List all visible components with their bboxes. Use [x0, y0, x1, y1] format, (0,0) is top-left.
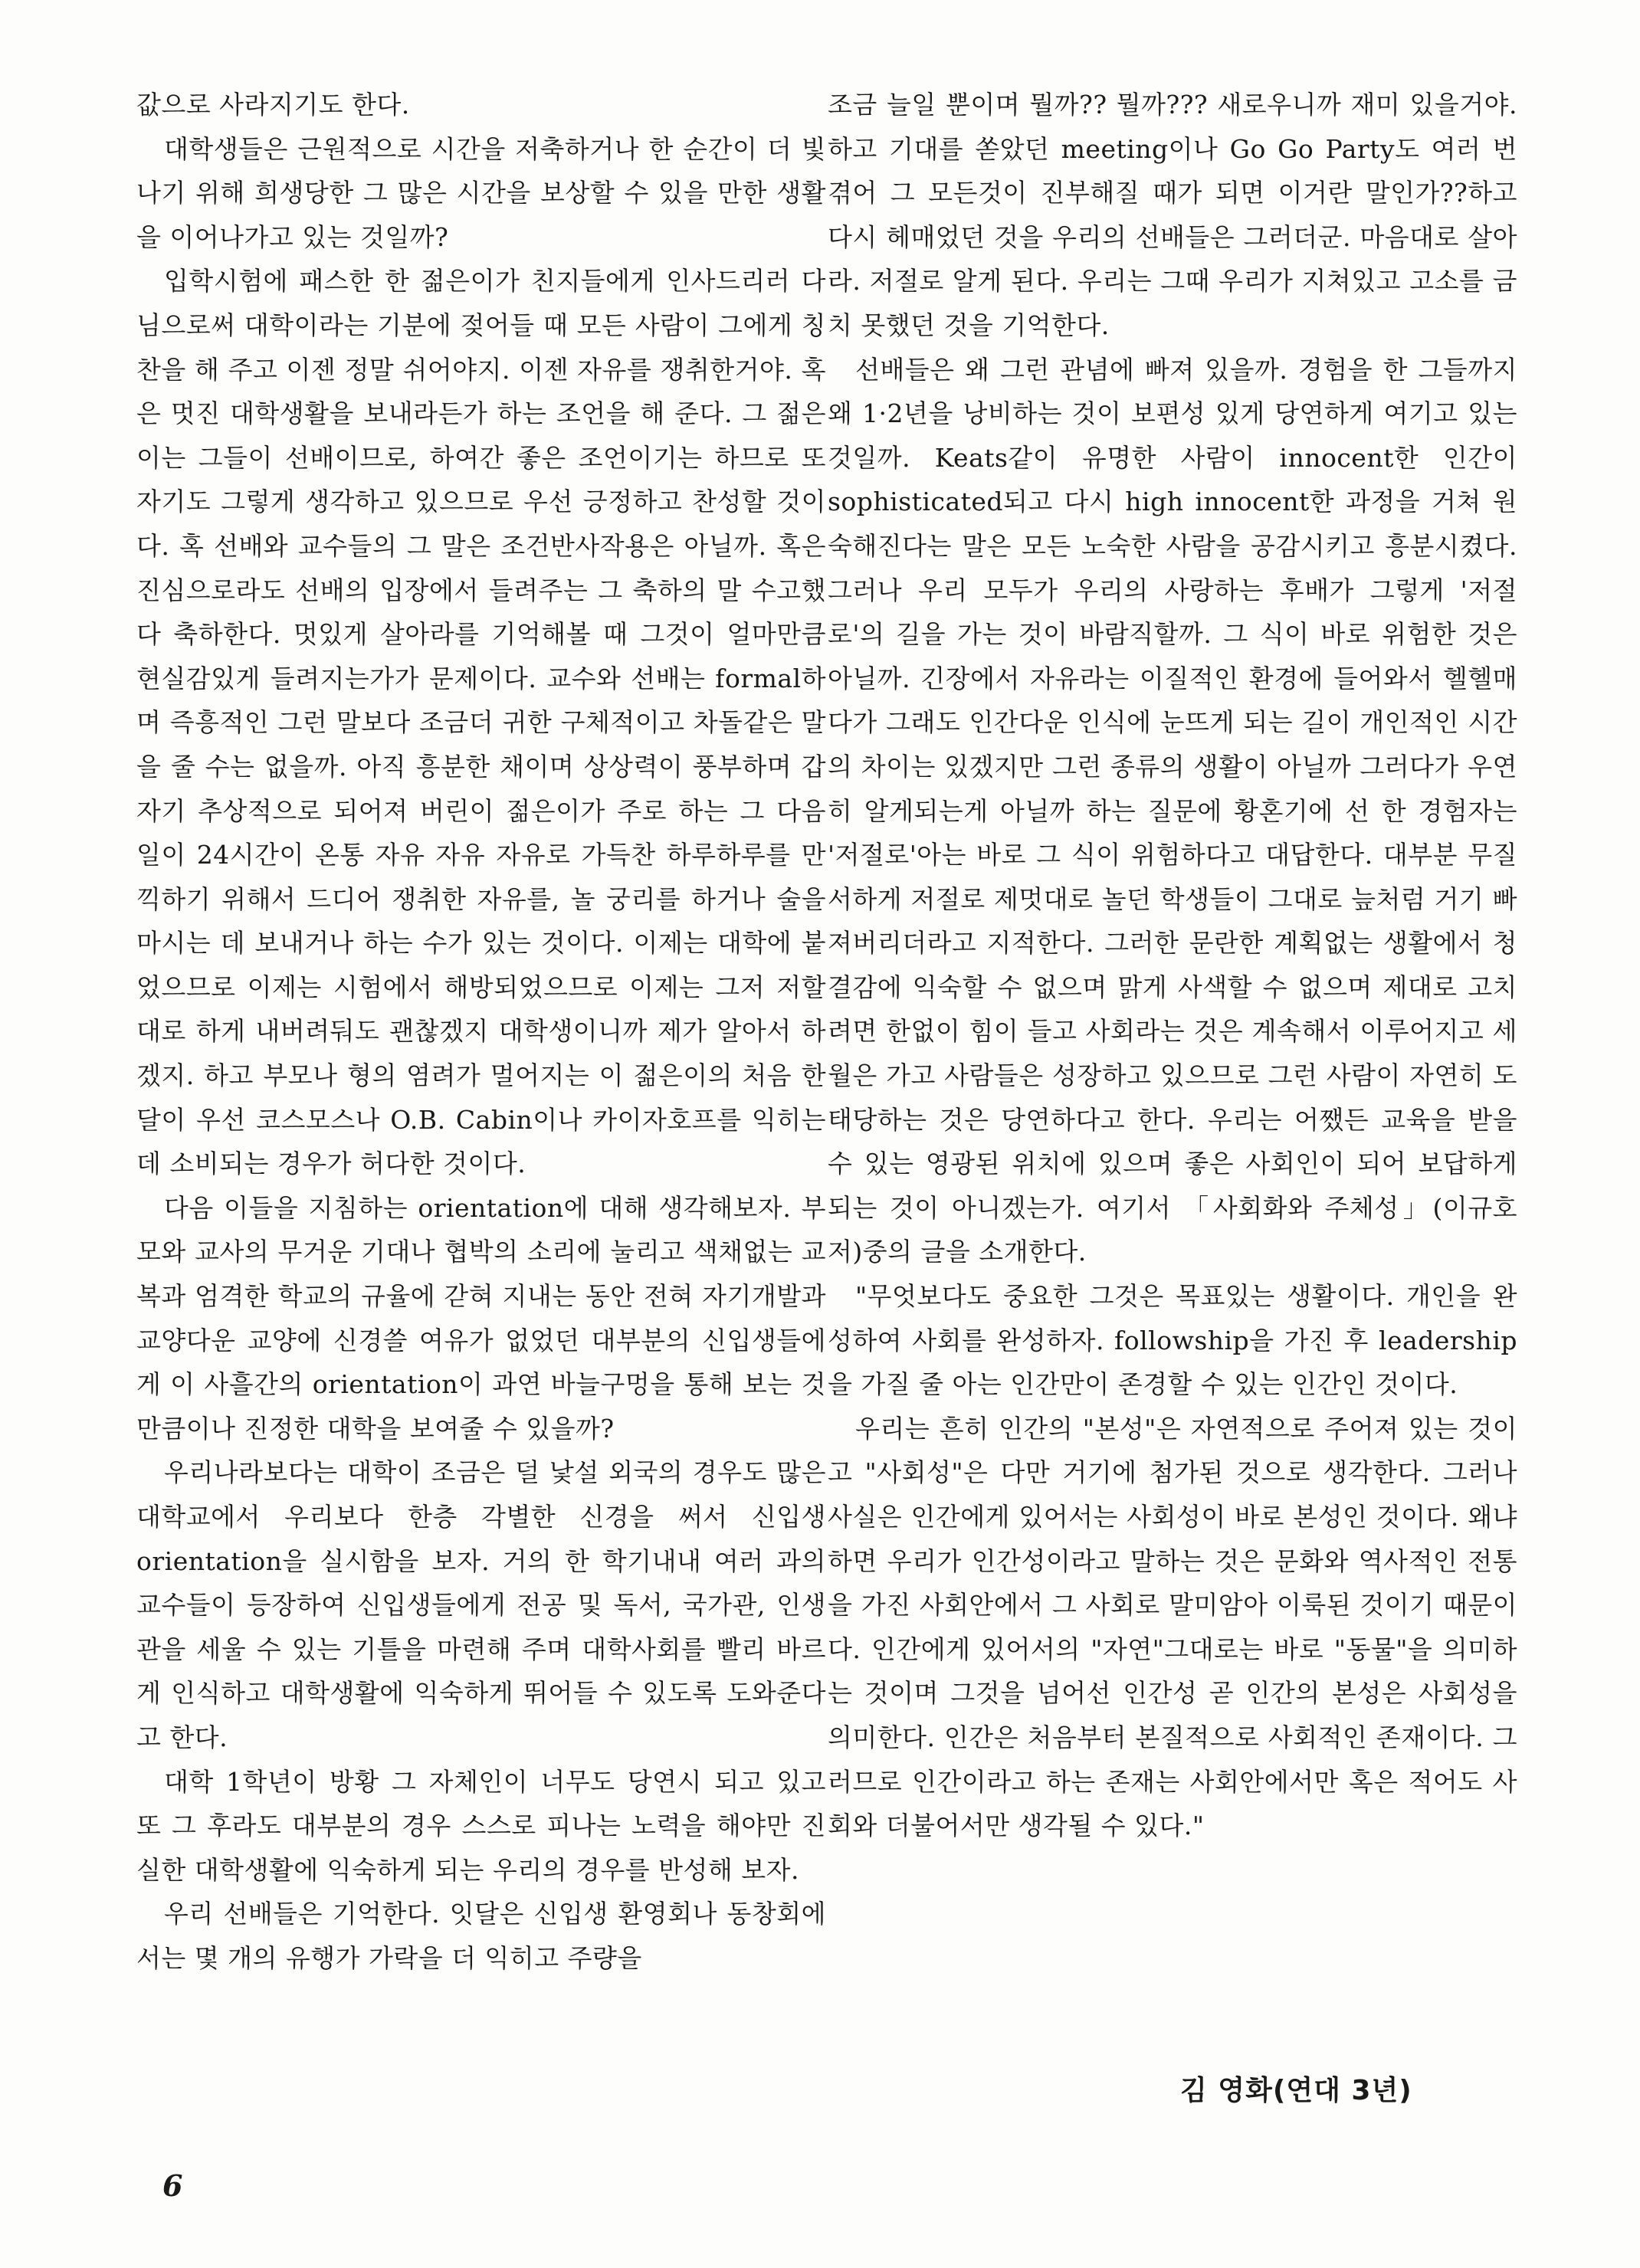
- author-byline: 김 영화(연대 3년): [1180, 2075, 1412, 2106]
- paragraph: 선배들은 왜 그런 관념에 빠져 있을까. 경험을 한 그들까지 왜 1·2년을 낭비하는 것이 보편성 있게 당연하게 여기고 있는 것일까. Keats같이 유명한 사람이 innocent한 인간이 sophisticated되고 다시 high innocent한 과정을 거쳐 원숙해진다는 말은 모든 노숙한 사람을 공감시키고 흥분시켰다. 그러나 우리 모두가 우리의 사랑하는 후배가 그렇게 '저절로'의 길을 가는 것이 바람직할까. 그 식이 바로 위험한 것은 아닐까. 긴장에서 자유라는 이질적인 환경에 들어와서 헬헬매다가 그래도 인간다운 인식에 눈뜨게 되는 길이 개인적인 시간의 차이는 있겠지만 그런 종류의 생활이 아닐까 그러다가 우연히 알게되는게 아닐까 하는 질문에 황혼기에 선 한 경험자는 '저절로'아는 바로 그 식이 위험하다고 대답한다. 대부분 무질서하게 저절로 제멋대로 놀던 학생들이 그대로 늪처럼 거기 빠져버리더라고 지적한다. 그러한 문란한 계획없는 생활에서 청결감에 익숙할 수 없으며 맑게 사색할 수 없으며 제대로 고치려면 한없이 힘이 들고 사회라는 것은 계속해서 이루어지고 세월은 가고 사람들은 성장하고 있으므로 그런 사람이 자연히 도태당하는 것은 당연하다고 한다. 우리는 어쨌든 교육을 받을 수 있는 영광된 위치에 있으며 좋은 사회인이 되어 보답하게 되는 것이 아니겠는가. 여기서 「사회화와 주체성」(이규호 저)중의 글을 소개한다.: [828, 354, 1517, 1267]
- quoted-paragraph: "무엇보다도 중요한 그것은 목표있는 생활이다. 개인을 완성하여 사회를 완성하자. followship을 가진 후 leadership을 가질 줄 아는 인간만이 존경할 수 있는 인간인 것이다.: [828, 1281, 1517, 1400]
- paragraph: 입학시험에 패스한 한 젊은이가 친지들에게 인사드리러 다님으로써 대학이라는 기분에 젖어들 때 모든 사람이 그에게 칭찬을 해 주고 이젠 정말 쉬어야지. 이젠 자유를 쟁취한거야. 혹은 멋진 대학생활을 보내라든가 하는 조언을 해 준다. 그 젊은이는 그들이 선배이므로, 하여간 좋은 조언이기는 하므로 또 자기도 그렇게 생각하고 있으므로 우선 긍정하고 찬성할 것이다. 혹 선배와 교수들의 그 말은 조건반사작용은 아닐까. 혹은 진심으로라도 선배의 입장에서 들려주는 그 축하의 말 수고했다 축하한다. 멋있게 살아라를 기억해볼 때 그것이 얼마만큼 현실감있게 들려지는가가 문제이다. 교수와 선배는 formal하며 즉흥적인 그런 말보다 조금더 귀한 구체적이고 차돌같은 말을 줄 수는 없을까. 아직 흥분한 채이며 상상력이 풍부하며 갑자기 추상적으로 되어져 버린이 젊은이가 주로 하는 그 다음 일이 24시간이 온통 자유 자유 자유로 가득찬 하루하루를 만끽하기 위해서 드디어 쟁취한 자유를, 놀 궁리를 하거나 술을 마시는 데 보내거나 하는 수가 있는 것이다. 이제는 대학에 붙었으므로 이제는 시험에서 해방되었으므로 이제는 그저 저할대로 하게 내버려둬도 괜찮겠지 대학생이니까 제가 알아서 하겠지. 하고 부모나 형의 염려가 멀어지는 이 젊은이의 처음 한 달이 우선 코스모스나 O.B. Cabin이나 카이자호프를 익히는 데 소비되는 경우가 허다한 것이다.: [136, 266, 826, 1179]
- paragraph: 우리나라보다는 대학이 조금은 덜 낯설 외국의 경우도 많은 대학교에서 우리보다 한층 각별한 신경을 써서 신입생 orientation을 실시함을 보자. 거의 한 학기내내 여러 과의 교수들이 등장하여 신입생들에게 전공 및 독서, 국가관, 인생관을 세울 수 있는 기틀을 마련해 주며 대학사회를 빨리 바르게 인식하고 대학생활에 익숙하게 뛰어들 수 있도록 도와준다고 한다.: [136, 1457, 826, 1752]
- quoted-paragraph: 우리는 흔히 인간의 "본성"은 자연적으로 주어져 있는 것이고 "사회성"은 다만 거기에 첨가된 것으로 생각한다. 그러나 사실은 인간에게 있어서는 사회성이 바로 본성인 것이다. 왜냐하면 우리가 인간성이라고 말하는 것은 문화와 역사적인 전통을 가진 사회안에서 그 사회로 말미암아 이룩된 것이기 때문이다. 인간에게 있어서의 "자연"그대로는 바로 "동물"을 의미하는 것이며 그것을 넘어선 인간성 곧 인간의 본성은 사회성을 의미한다. 인간은 처음부터 본질적으로 사회적인 존재이다. 그러므로 인간이라고 하는 존재는 사회안에서만 혹은 적어도 사회와 더불어서만 생각될 수 있다.": [828, 1413, 1517, 1841]
- right-text-column: [828, 83, 1517, 1848]
- page-number: 6: [162, 2168, 183, 2203]
- left-text-column: [136, 83, 826, 1981]
- paragraph: 다음 이들을 지침하는 orientation에 대해 생각해보자. 부모와 교사의 무거운 기대나 협박의 소리에 눌리고 색채없는 교복과 엄격한 학교의 규율에 갇혀 지내는 동안 전혀 자기개발과 교양다운 교양에 신경쓸 여유가 없었던 대부분의 신입생들에게 이 사흘간의 orientation이 과연 바늘구멍을 통해 보는 것 만큼이나 진정한 대학을 보여줄 수 있을까?: [136, 1192, 826, 1444]
- paragraph: 값으로 사라지기도 한다.: [136, 90, 410, 120]
- paragraph: 조금 늘일 뿐이며 뭘까?? 뭘까??? 새로우니까 재미 있을거야. 하고 기대를 쏟았던 meeting이나 Go Go Party도 여러 번 겪어 그 모든것이 진부해질 때가 되면 이거란 말인가??하고 다시 헤매었던 것을 우리의 선배들은 그러더군. 마음대로 살아라. 저절로 알게 된다. 우리는 그때 우리가 지쳐있고 고소를 금치 못했던 것을 기억한다.: [828, 90, 1517, 340]
- paragraph: 우리 선배들은 기억한다. 잇달은 신입생 환영회나 동창회에서는 몇 개의 유행가 가락을 더 익히고 주량을: [136, 1899, 826, 1973]
- paragraph: 대학생들은 근원적으로 시간을 저축하거나 한 순간이 더 빛나기 위해 희생당한 그 많은 시간을 보상할 수 있을 만한 생활을 이어나가고 있는 것일까?: [136, 133, 826, 252]
- paragraph: 대학 1학년이 방황 그 자체인이 너무도 당연시 되고 있고 또 그 후라도 대부분의 경우 스스로 피나는 노력을 해야만 진실한 대학생활에 익숙하게 되는 우리의 경우를 반성해 보자.: [136, 1766, 826, 1885]
